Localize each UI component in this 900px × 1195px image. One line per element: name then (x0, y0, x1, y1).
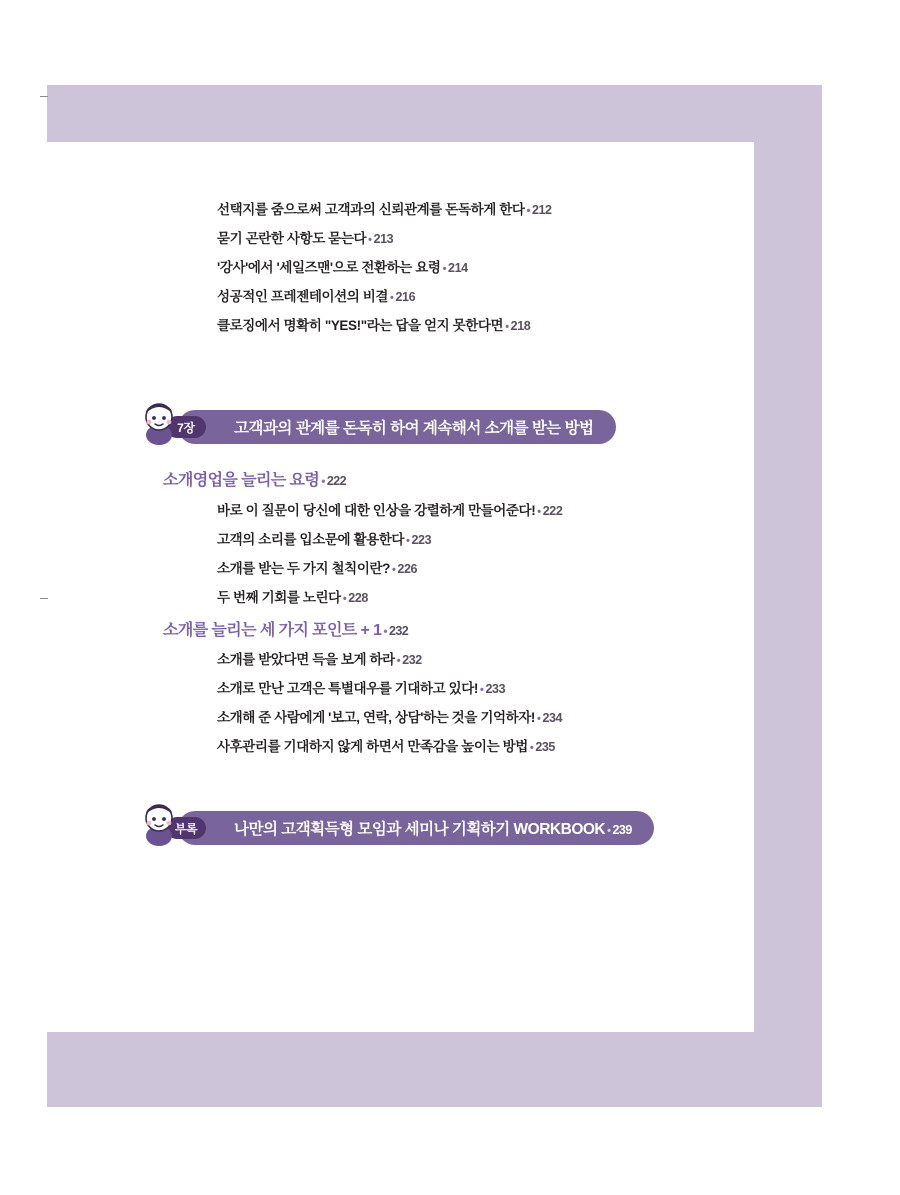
toc-entry[interactable] (0, 526, 707, 555)
toc-section-2-entries (0, 646, 707, 762)
separator-dot: • (480, 684, 484, 696)
appendix-banner-pill[interactable] (178, 811, 654, 845)
separator-dot: • (368, 234, 372, 246)
separator-dot: • (526, 205, 530, 217)
toc-entry-page: 216 (395, 290, 416, 304)
toc-entry-label: 바로 이 질문이 당신에 대한 인상을 강렬하게 만들어준다! (217, 503, 536, 518)
toc-section-heading[interactable] (0, 468, 707, 494)
toc-entry[interactable] (0, 584, 707, 613)
separator-dot: • (390, 292, 394, 304)
mascot-icon (138, 800, 180, 846)
toc-entry[interactable] (0, 555, 707, 584)
separator-dot: • (383, 624, 387, 638)
toc-entry-page: 234 (542, 711, 563, 725)
toc-entry-page: 232 (402, 653, 422, 667)
toc-entry-label: 두 번째 기회를 노린다 (217, 590, 341, 605)
toc-entry-label: 성공적인 프레젠테이션의 비결 (217, 289, 389, 304)
toc-section-heading-page: 222 (326, 474, 346, 488)
toc-entry[interactable] (0, 646, 707, 675)
crop-mark-top (40, 96, 48, 97)
toc-entry-label: 소개해 준 사람에게 '보고, 연락, 상담'하는 것을 기억하자! (217, 710, 535, 725)
toc-entry[interactable] (0, 225, 707, 254)
toc-entry-label: 소개를 받았다면 득을 보게 하라 (217, 652, 395, 667)
separator-dot: • (536, 713, 541, 725)
toc-section-heading[interactable] (0, 618, 707, 644)
toc-entry-label: 사후관리를 기대하지 않게 하면서 만족감을 높이는 방법 (217, 739, 528, 754)
toc-entry-label: 소개로 만난 고객은 특별대우를 기대하고 있다! (217, 681, 479, 696)
toc-entry[interactable] (0, 254, 707, 283)
toc-entry-page: 226 (397, 562, 418, 576)
toc-entry[interactable] (0, 675, 707, 704)
toc-section-heading-label: 소개영업을 늘리는 요령 (163, 472, 320, 489)
chapter-banner[interactable] (138, 410, 758, 444)
separator-dot: • (406, 535, 410, 547)
toc-entry[interactable] (0, 312, 707, 341)
toc-entry-label: 선택지를 줌으로써 고객과의 신뢰관계를 돈독하게 한다 (217, 202, 525, 217)
separator-dot: • (505, 321, 509, 333)
appendix-banner-page: 239 (612, 823, 632, 837)
appendix-banner-title-label: 나만의 고객획득형 모임과 세미나 기획하기 WORKBOOK (234, 821, 606, 838)
appendix-number-badge: 부록 (166, 817, 206, 839)
appendix-banner-title (234, 817, 632, 839)
toc-section-heading-page: 232 (389, 624, 409, 638)
mascot-icon (138, 399, 180, 445)
toc-entry-page: 212 (531, 203, 552, 217)
toc-entry-page: 222 (542, 504, 563, 518)
chapter-banner-pill[interactable] (178, 410, 616, 444)
toc-entry-page: 214 (448, 261, 468, 275)
toc-entry-page: 233 (485, 682, 506, 696)
toc-entry-page: 213 (373, 232, 394, 246)
toc-entry-label: 묻기 곤란한 사항도 묻는다 (217, 231, 367, 246)
separator-dot: • (537, 506, 541, 518)
toc-entry-label: 클로징에서 명확히 "YES!"라는 답을 얻지 못한다면 (217, 318, 504, 333)
toc-section-2 (0, 618, 707, 644)
separator-dot: • (396, 655, 401, 667)
toc-section-heading-label: 소개를 늘리는 세 가지 포인트 + 1 (163, 622, 382, 639)
separator-dot: • (607, 825, 611, 837)
toc-entry[interactable] (0, 704, 707, 733)
chapter-number-badge: 7장 (166, 416, 206, 438)
separator-dot: • (321, 474, 325, 488)
toc-entry-page: 223 (411, 533, 432, 547)
toc-entry[interactable] (0, 497, 707, 526)
toc-entry[interactable] (0, 733, 707, 762)
toc-entry-label: 소개를 받는 두 가지 철칙이란? (217, 561, 390, 576)
chapter-banner-title: 고객과의 관계를 돈독히 하여 계속해서 소개를 받는 방법 (234, 420, 594, 437)
toc-top-entry-list (0, 196, 707, 341)
toc-entry-page: 235 (535, 740, 555, 754)
toc-entry[interactable] (0, 196, 707, 225)
separator-dot: • (342, 593, 347, 605)
toc-section-1 (0, 468, 707, 494)
toc-entry-label: '강사'에서 '세일즈맨'으로 전환하는 요령 (217, 260, 441, 275)
toc-entry[interactable] (0, 283, 707, 312)
appendix-banner[interactable] (138, 811, 758, 845)
separator-dot: • (391, 564, 396, 576)
toc-entry-page: 218 (510, 319, 531, 333)
separator-dot: • (529, 742, 534, 754)
toc-section-1-entries (0, 497, 707, 613)
separator-dot: • (442, 263, 447, 275)
toc-entry-page: 228 (348, 591, 368, 605)
toc-entry-label: 고객의 소리를 입소문에 활용한다 (217, 532, 405, 547)
